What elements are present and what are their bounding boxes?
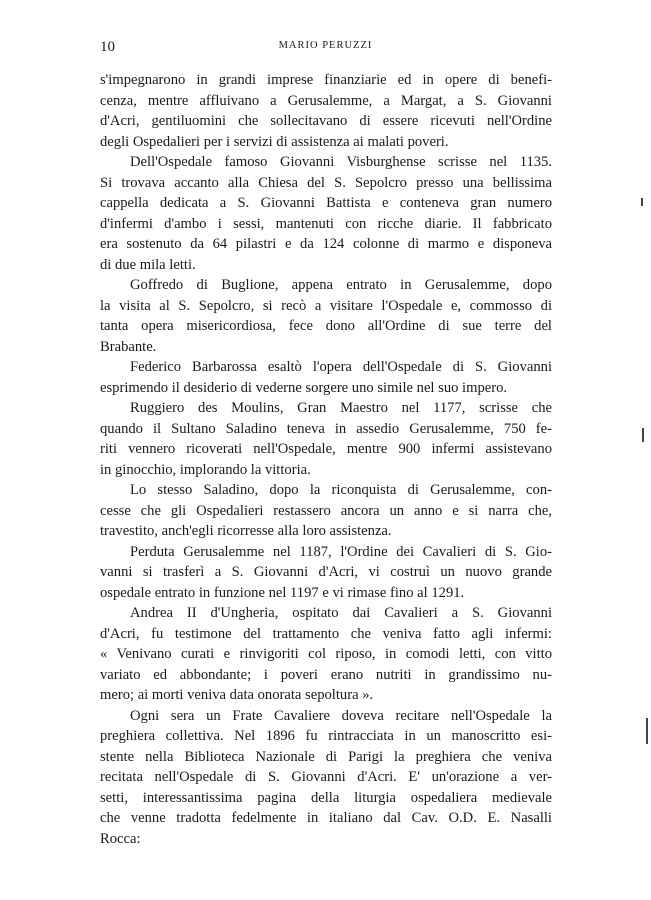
text-line: quando il Sultano Saladino teneva in assedio Gerusalemme, 750 fe- bbox=[100, 420, 552, 437]
text-line: s'impegnarono in grandi imprese finanziarie ed in opere di benefi- bbox=[100, 72, 552, 88]
paragraph bbox=[100, 603, 552, 706]
body-text bbox=[100, 70, 552, 849]
text-line: cenza, mentre affluivano a Gerusalemme, a Margat, a S. Giovanni bbox=[100, 92, 552, 109]
text-line: Goffredo di Buglione, appena entrato in Gerusalemme, dopo bbox=[130, 277, 552, 293]
text-line: d'Acri, fu testimone del trattamento che veniva fatto agli infermi: bbox=[100, 625, 552, 642]
text-line: in ginocchio, implorando la vittoria. bbox=[100, 461, 311, 478]
paragraph bbox=[100, 357, 552, 398]
text-line: tanta opera misericordiosa, fece dono all'Ordine di sue terre del bbox=[100, 318, 552, 334]
text-line: « Venivano curati e rinvigoriti col riposo, in comodi letti, con vitto bbox=[100, 646, 552, 662]
margin-mark bbox=[646, 718, 648, 744]
paragraph bbox=[100, 480, 552, 542]
text-line: riti vennero ricoverati nell'Ospedale, mentre 900 infermi assistevano bbox=[100, 441, 552, 457]
paragraph bbox=[100, 398, 552, 480]
text-line: Perduta Gerusalemme nel 1187, l'Ordine dei Cavalieri di S. Gio- bbox=[130, 543, 552, 560]
running-title: MARIO PERUZZI bbox=[278, 40, 373, 51]
text-line: cappella dedicata a S. Giovanni Battista e conteneva gran numero bbox=[100, 195, 552, 211]
text-line: Si trovava accanto alla Chiesa del S. Sepolcro presso una bellissima bbox=[100, 174, 552, 191]
margin-mark bbox=[641, 198, 643, 206]
text-line: travestito, anch'egli ricorresse alla loro assistenza. bbox=[100, 523, 392, 539]
text-line: Rocca: bbox=[100, 830, 141, 847]
text-line: la visita al S. Sepolcro, si recò a visitare l'Ospedale e, commosso di bbox=[100, 297, 552, 314]
text-line: Ruggiero des Moulins, Gran Maestro nel 1177, scrisse che bbox=[130, 400, 552, 416]
text-line: Andrea II d'Ungheria, ospitato dai Cavalieri a S. Giovanni bbox=[130, 605, 552, 621]
text-line: mero; ai morti veniva data onorata sepoltura ». bbox=[100, 687, 374, 703]
text-line: esprimendo il desiderio di vederne sorgere uno simile nel suo impero. bbox=[100, 379, 508, 396]
text-line: variato ed abbondante; i poveri erano nutriti in grandissimo nu- bbox=[100, 666, 552, 683]
text-line: di due mila letti. bbox=[100, 256, 196, 273]
text-line: recitata nell'Ospedale di S. Giovanni d'Acri. E' un'orazione a ver- bbox=[100, 769, 552, 785]
text-line: vanni si trasferì a S. Giovanni d'Acri, vi costruì un nuovo grande bbox=[100, 564, 552, 580]
text-line: degli Ospedalieri per i servizi di assistenza ai malati poveri. bbox=[100, 133, 449, 150]
paragraph bbox=[100, 542, 552, 604]
paragraph bbox=[100, 275, 552, 357]
paragraph bbox=[100, 152, 552, 275]
text-line: Brabante. bbox=[100, 338, 157, 355]
text-line: cesse che gli Ospedalieri restassero ancora un anno e si narra che, bbox=[100, 502, 552, 519]
paragraph bbox=[100, 70, 552, 152]
text-line: Federico Barbarossa esaltò l'opera dell'Ospedale di S. Giovanni bbox=[130, 359, 552, 375]
text-line: Lo stesso Saladino, dopo la riconquista di Gerusalemme, con- bbox=[130, 482, 552, 498]
text-line: che venne tradotta fedelmente in italiano dal Cav. O.D. E. Nasalli bbox=[100, 810, 552, 826]
text-line: era sostenuto da 64 pilastri e da 124 colonne di marmo e disponeva bbox=[100, 236, 552, 252]
text-line: d'infermi d'ambo i sessi, mantenuti con ricche diarie. Il fabbricato bbox=[100, 215, 552, 232]
text-line: stente nella Biblioteca Nazionale di Parigi la preghiera che veniva bbox=[100, 748, 552, 765]
text-line: setti, interessantissima pagina della liturgia ospedaliera medievale bbox=[100, 789, 552, 806]
text-line: ospedale entrato in funzione nel 1197 e vi rimase fino al 1291. bbox=[100, 584, 465, 601]
paragraph bbox=[100, 706, 552, 850]
page-number: 10 bbox=[100, 39, 115, 55]
margin-mark bbox=[642, 428, 644, 442]
text-line: Dell'Ospedale famoso Giovanni Visburghense scrisse nel 1135. bbox=[130, 154, 552, 170]
text-line: Ogni sera un Frate Cavaliere doveva recitare nell'Ospedale la bbox=[130, 707, 552, 724]
text-line: d'Acri, gentiluomini che sollecitavano di essere ricevuti nell'Ordine bbox=[100, 113, 552, 129]
text-line: preghiera collettiva. Nel 1896 fu rintracciata in un manoscritto esi- bbox=[100, 728, 552, 744]
